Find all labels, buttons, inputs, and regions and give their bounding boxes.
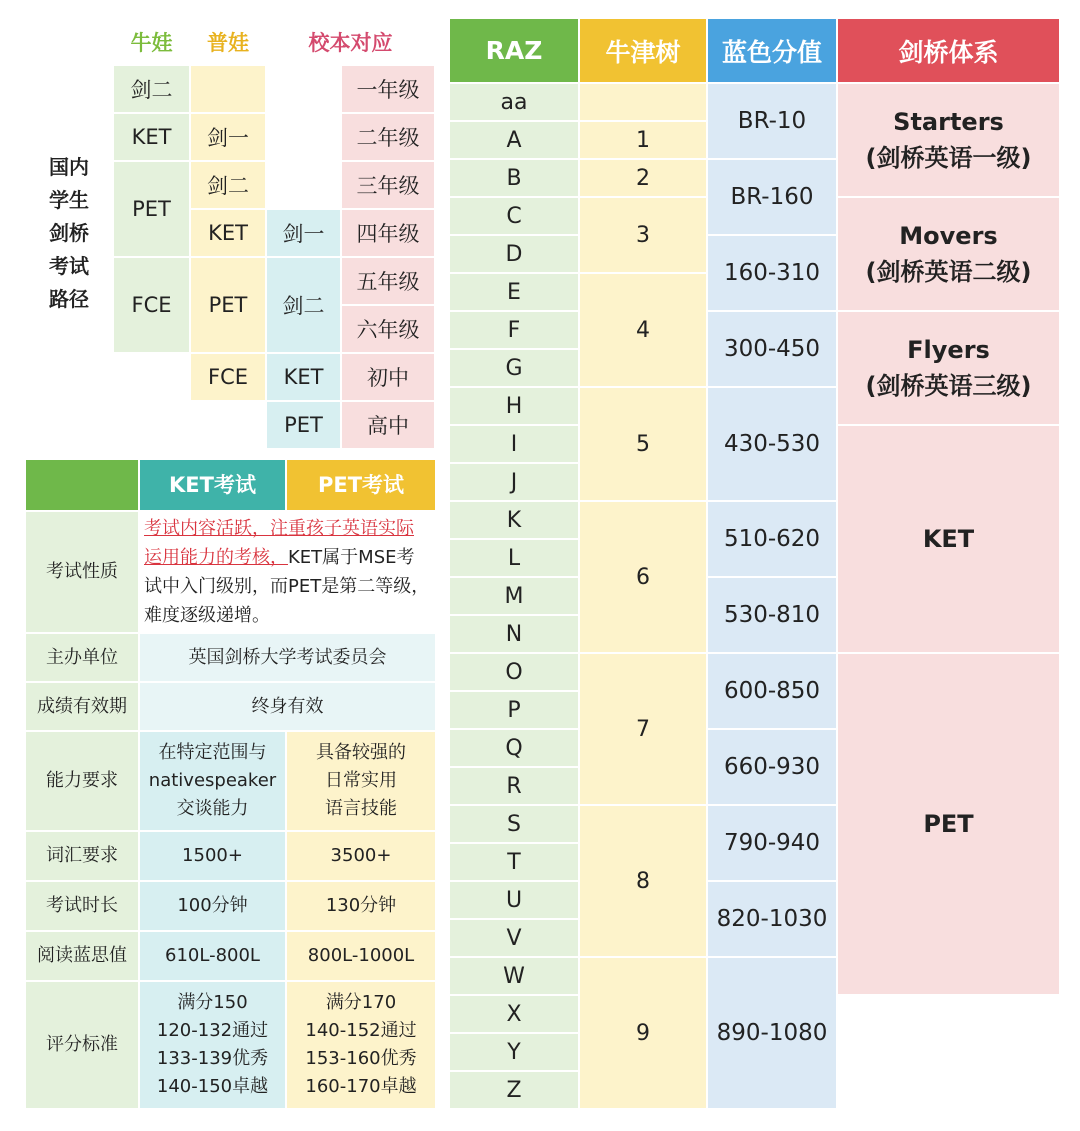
grade-cell: 四年级	[341, 209, 435, 257]
puwa-cell: 剑一	[190, 113, 266, 161]
oxford-cell: 8	[579, 805, 707, 957]
blue-score-cell: 430-530	[707, 387, 837, 501]
niuwa-empty	[113, 401, 190, 449]
raz-level-cell: G	[449, 349, 579, 387]
header-xiaoben: 校本对应	[266, 18, 435, 65]
raz-level-cell: V	[449, 919, 579, 957]
cambridge-level	[837, 83, 1060, 197]
row-label-validity: 成绩有效期	[25, 682, 139, 731]
grade-cell: 六年级	[341, 305, 435, 353]
grade-cell: 五年级	[341, 257, 435, 305]
cambridge-level	[837, 653, 1060, 995]
ket-ability: 在特定范围与 nativespeaker 交谈能力	[139, 731, 286, 831]
oxford-cell: 9	[579, 957, 707, 1109]
cambridge-level-name: Movers	[899, 222, 998, 250]
raz-level-cell: F	[449, 311, 579, 349]
blue-score-cell: 790-940	[707, 805, 837, 881]
raz-level-cell: K	[449, 501, 579, 539]
raz-level-cell: J	[449, 463, 579, 501]
cambridge-level-sub: (剑桥英语一级)	[865, 144, 1032, 172]
xiaoben-cell: 剑一	[266, 209, 341, 257]
cambridge-level-name: PET	[923, 810, 974, 838]
header-raz: RAZ	[449, 18, 579, 83]
raz-level-cell: I	[449, 425, 579, 463]
blue-score-cell: 660-930	[707, 729, 837, 805]
pet-vocab: 3500+	[286, 831, 436, 881]
blue-score-cell: 820-1030	[707, 881, 837, 957]
xiaoben-cell: PET	[266, 401, 341, 449]
blue-score-cell: 890-1080	[707, 957, 837, 1109]
validity-value: 终身有效	[139, 682, 436, 731]
pet-ability: 具备较强的 日常实用 语言技能	[286, 731, 436, 831]
row-label-vocab: 词汇要求	[25, 831, 139, 881]
raz-level-cell: P	[449, 691, 579, 729]
cambridge-level-name: Flyers	[907, 336, 990, 364]
row-label-lexile: 阅读蓝思值	[25, 931, 139, 981]
pet-scoring: 满分170 140-152通过 153-160优秀 160-170卓越	[286, 981, 436, 1109]
ket-duration: 100分钟	[139, 881, 286, 931]
blue-score-cell: 600-850	[707, 653, 837, 729]
header-niuwa: 牛娃	[113, 18, 190, 65]
row-label-nature: 考试性质	[25, 511, 139, 633]
puwa-cell: 剑二	[190, 161, 266, 209]
oxford-cell: 4	[579, 273, 707, 387]
raz-level-cell: W	[449, 957, 579, 995]
cambridge-level	[837, 425, 1060, 653]
grade-cell: 初中	[341, 353, 435, 401]
niuwa-empty	[113, 353, 190, 401]
ket-pet-compare-table	[24, 458, 437, 1110]
oxford-empty	[579, 83, 707, 121]
raz-level-cell: Q	[449, 729, 579, 767]
raz-level-cell: N	[449, 615, 579, 653]
raz-level-cell: U	[449, 881, 579, 919]
xiaoben-cell: 剑二	[266, 257, 341, 353]
raz-level-cell: L	[449, 539, 579, 577]
row-label-duration: 考试时长	[25, 881, 139, 931]
raz-level-cell: O	[449, 653, 579, 691]
compare-header-corner	[25, 459, 139, 511]
raz-level-cell: H	[449, 387, 579, 425]
raz-level-cell: S	[449, 805, 579, 843]
cambridge-level	[837, 197, 1060, 311]
puwa-cell: KET	[190, 209, 266, 257]
xiaoben-empty	[266, 65, 341, 209]
blue-score-cell: 300-450	[707, 311, 837, 387]
raz-level-cell: A	[449, 121, 579, 159]
raz-level-cell: Y	[449, 1033, 579, 1071]
oxford-cell: 5	[579, 387, 707, 501]
raz-level-cell: X	[449, 995, 579, 1033]
blue-score-cell: BR-10	[707, 83, 837, 159]
header-blue-score: 蓝色分值	[707, 18, 837, 83]
raz-level-cell: M	[449, 577, 579, 615]
cambridge-level	[837, 311, 1060, 425]
row-label-organizer: 主办单位	[25, 633, 139, 682]
raz-level-cell: C	[449, 197, 579, 235]
cambridge-level-name: Starters	[893, 108, 1004, 136]
grade-cell: 三年级	[341, 161, 435, 209]
header-ket: KET考试	[139, 459, 286, 511]
blue-score-cell: 160-310	[707, 235, 837, 311]
ket-scoring: 满分150 120-132通过 133-139优秀 140-150卓越	[139, 981, 286, 1109]
organizer-value: 英国剑桥大学考试委员会	[139, 633, 436, 682]
ket-vocab: 1500+	[139, 831, 286, 881]
puwa-cell: FCE	[190, 353, 266, 401]
row-label-ability: 能力要求	[25, 731, 139, 831]
grade-cell: 二年级	[341, 113, 435, 161]
raz-level-cell: D	[449, 235, 579, 273]
blue-score-cell: 530-810	[707, 577, 837, 653]
header-pet: PET考试	[286, 459, 436, 511]
exam-nature-text	[139, 511, 436, 633]
grade-cell: 高中	[341, 401, 435, 449]
puwa-empty	[190, 401, 266, 449]
niuwa-cell: PET	[113, 161, 190, 257]
exam-nature-highlight: 考试内容活跃，注重孩子英语实际运用能力的考核，	[144, 518, 414, 568]
puwa-empty	[190, 65, 266, 113]
ket-lexile: 610L-800L	[139, 931, 286, 981]
raz-level-cell: Z	[449, 1071, 579, 1109]
pet-duration: 130分钟	[286, 881, 436, 931]
raz-level-cell: T	[449, 843, 579, 881]
oxford-cell: 2	[579, 159, 707, 197]
niuwa-cell: FCE	[113, 257, 190, 353]
blue-score-cell: 510-620	[707, 501, 837, 577]
pet-lexile: 800L-1000L	[286, 931, 436, 981]
cambridge-level-sub: (剑桥英语二级)	[865, 258, 1032, 286]
raz-level-cell: R	[449, 767, 579, 805]
cambridge-level-sub: (剑桥英语三级)	[865, 372, 1032, 400]
row-label-scoring: 评分标准	[25, 981, 139, 1109]
exam-nature-rest: KET属于MSE考试中入门级别，而PET是第二等级，难度逐级递增。	[144, 547, 430, 626]
raz-level-cell: B	[449, 159, 579, 197]
cambridge-level-name: KET	[922, 525, 975, 553]
oxford-cell: 6	[579, 501, 707, 653]
puwa-cell: PET	[190, 257, 266, 353]
oxford-cell: 1	[579, 121, 707, 159]
header-oxford: 牛津树	[579, 18, 707, 83]
grade-cell: 一年级	[341, 65, 435, 113]
raz-level-cell: aa	[449, 83, 579, 121]
oxford-cell: 3	[579, 197, 707, 273]
oxford-cell: 7	[579, 653, 707, 805]
niuwa-cell: KET	[113, 113, 190, 161]
header-puwa: 普娃	[190, 18, 266, 65]
xiaoben-cell: KET	[266, 353, 341, 401]
domestic-path-table	[24, 17, 436, 450]
raz-level-table	[448, 17, 1061, 1110]
blue-score-cell: BR-160	[707, 159, 837, 235]
path-title: 国内 学生 剑桥 考试 路径	[25, 18, 113, 449]
niuwa-cell: 剑二	[113, 65, 190, 113]
header-cambridge: 剑桥体系	[837, 18, 1060, 83]
raz-level-cell: E	[449, 273, 579, 311]
